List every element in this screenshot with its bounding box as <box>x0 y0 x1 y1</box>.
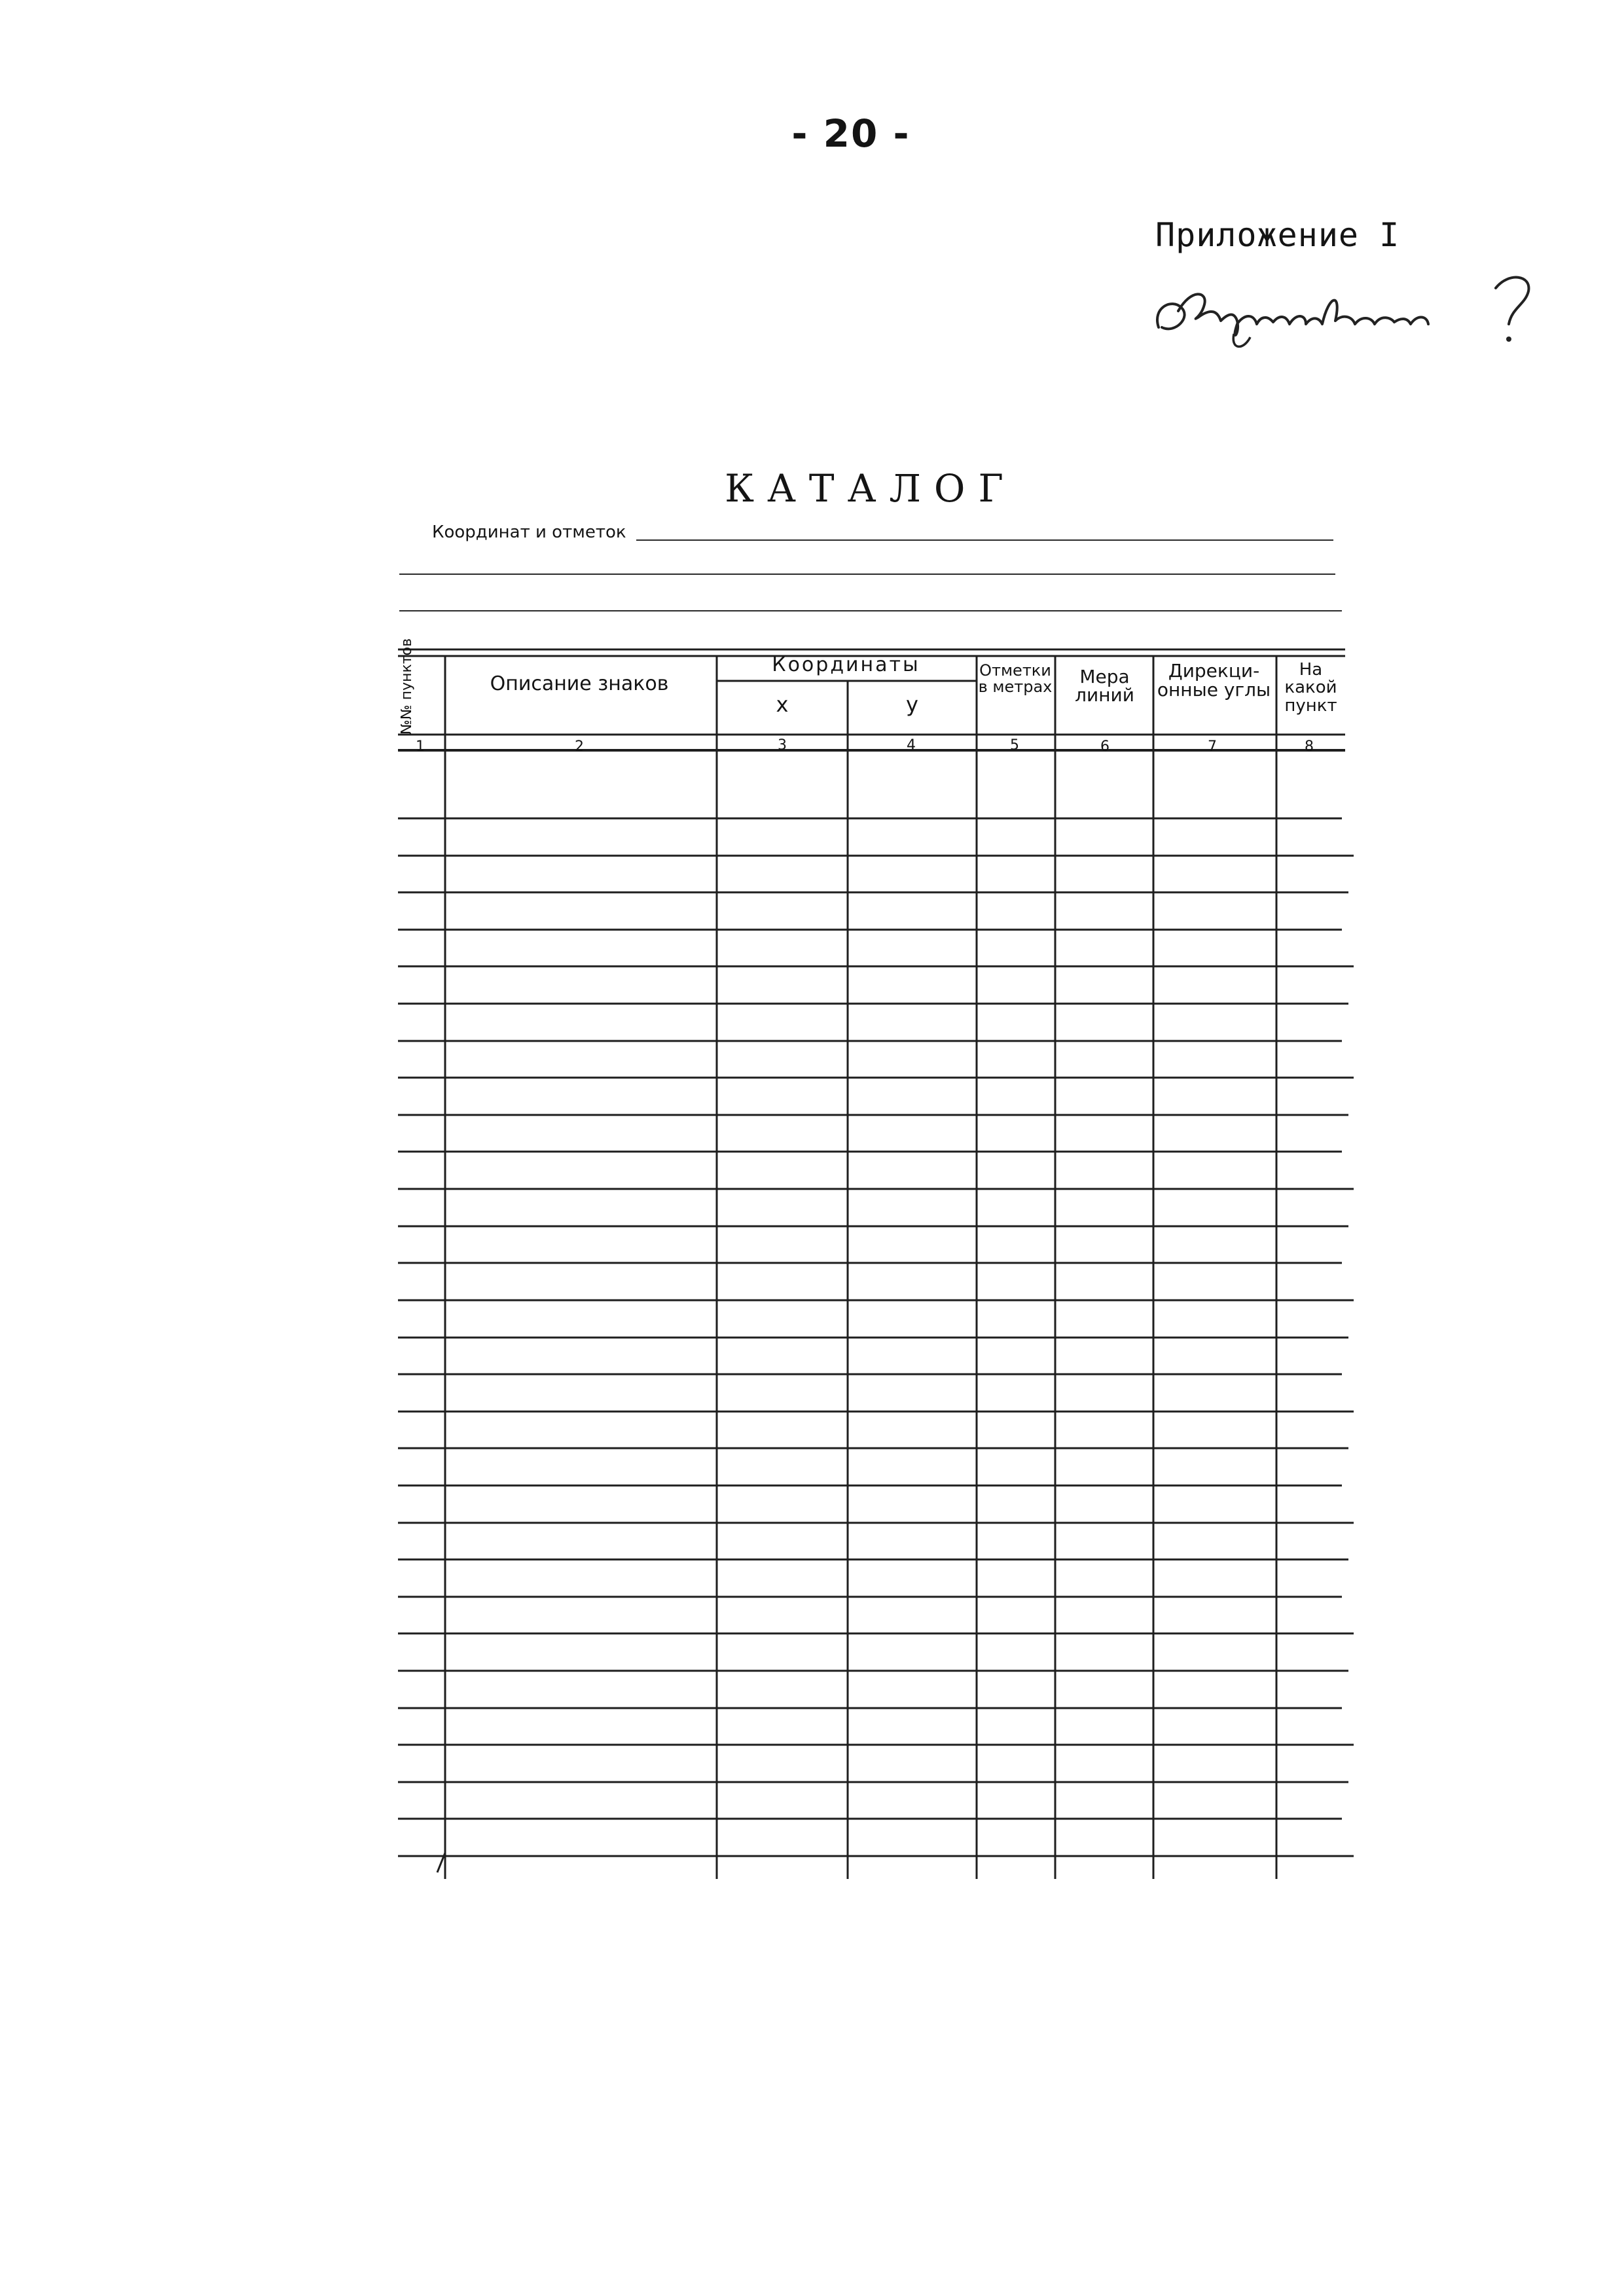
header-y: у <box>906 692 918 717</box>
column-number: 6 <box>1100 738 1110 755</box>
catalog-title: КАТАЛОГ <box>725 466 1017 511</box>
header-to-which-point: На какой пункт <box>1284 660 1337 716</box>
header-x: х <box>776 692 789 717</box>
header-coordinates: Координаты <box>772 653 920 676</box>
column-number: 2 <box>575 738 584 755</box>
header-point-number: №№ пунктов <box>399 638 415 735</box>
header-description: Описание знаков <box>490 672 669 695</box>
page-number: - 20 - <box>791 111 911 156</box>
column-number: 8 <box>1305 738 1314 755</box>
column-number: 7 <box>1208 738 1217 755</box>
header-elevations: Отметки в метрах <box>978 661 1053 697</box>
header-line-measure: Мера линий <box>1075 666 1134 706</box>
column-number: 1 <box>416 738 425 755</box>
catalog-subtitle: Координат и отметок <box>432 522 626 542</box>
header-directional-angles: Дирекци- онные углы <box>1157 660 1271 701</box>
column-number: 4 <box>907 737 916 754</box>
column-number: 5 <box>1010 737 1019 754</box>
appendix-label: Приложение I <box>1155 216 1400 254</box>
column-number: 3 <box>778 737 787 754</box>
